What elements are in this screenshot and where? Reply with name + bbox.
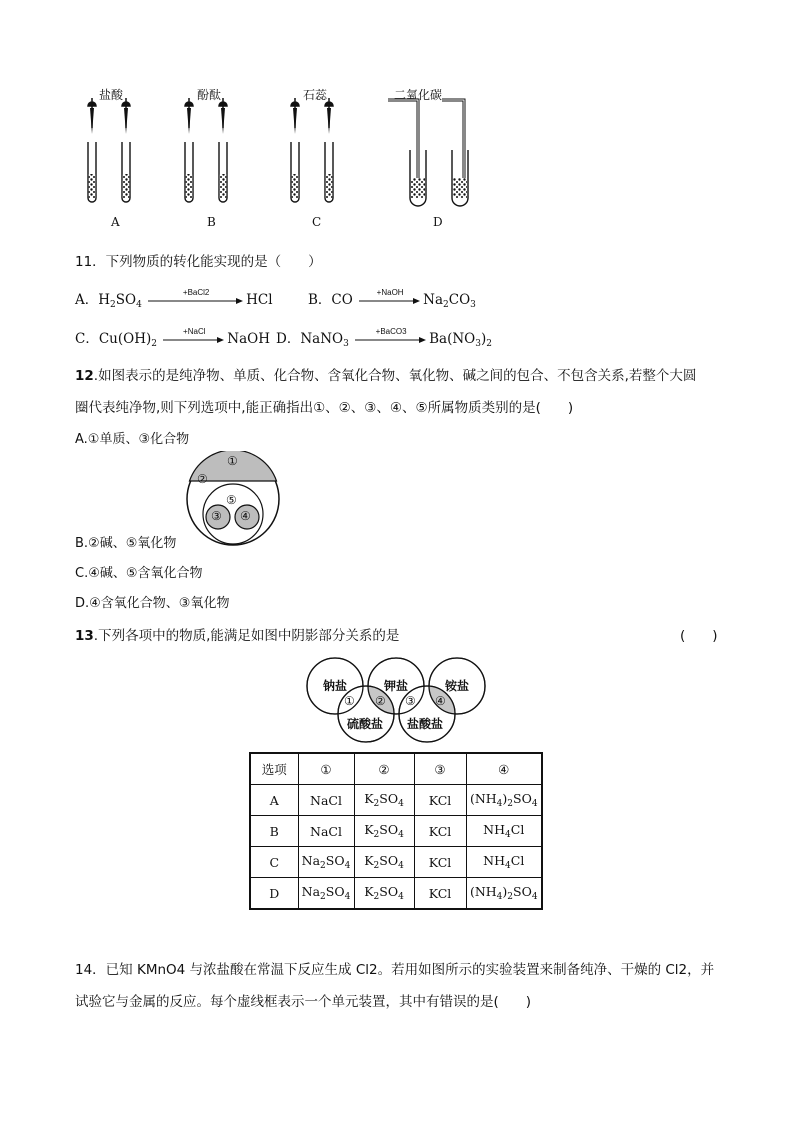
ring-region-1: ① — [344, 694, 355, 708]
q12-stem-line2: 圈代表纯净物,则下列选项中,能正确指出①、②、③、④、⑤所属物质类别的是( ) — [75, 400, 574, 416]
q13-ring-diagram — [300, 650, 500, 750]
table-cell: NaCl — [298, 785, 354, 816]
table-cell: A — [250, 785, 298, 816]
table-header-row — [250, 753, 542, 785]
q14-stem-line2: 试验它与金属的反应。每个虚线框表示一个单元装置，其中有错误的是( ) — [75, 994, 532, 1010]
ring-region-4: ④ — [435, 694, 446, 708]
table-cell: $(NH_4)_2SO_4$ — [466, 785, 542, 816]
table-row — [250, 847, 542, 878]
q11-stem: 11．下列物质的转化能实现的是（ ） — [75, 254, 322, 270]
venn-region-4: ④ — [240, 509, 251, 523]
table-cell: B — [250, 816, 298, 847]
table-cell: KCl — [414, 785, 466, 816]
table-cell: NaCl — [298, 816, 354, 847]
table-row — [250, 878, 542, 910]
venn-region-5: ⑤ — [226, 493, 237, 507]
reagent-label-hydrochloric-acid: 盐酸 — [99, 88, 124, 102]
table-header: ① — [298, 753, 354, 785]
q13-stem: 13.下列各项中的物质,能满足如图中阴影部分关系的是 — [75, 628, 400, 644]
q12-option-b: B.②碱、⑤氧化物 — [75, 536, 177, 551]
ring-region-2: ② — [375, 694, 386, 708]
q12-stem-line1: 12.如图表示的是纯净物、单质、化合物、含氧化合物、氧化物、碱之间的包合、不包含关系,若整个大圆 — [75, 368, 697, 384]
circle-label-sodium-salt: 钠盐 — [323, 679, 348, 693]
table-cell: $K_2SO_4$ — [354, 847, 414, 878]
table-cell: KCl — [414, 878, 466, 910]
ring-region-3: ③ — [405, 694, 416, 708]
table-cell: $(NH_4)_2SO_4$ — [466, 878, 542, 910]
table-cell: $NH_4Cl$ — [466, 847, 542, 878]
tube-group-letter-a: A — [111, 215, 120, 229]
table-cell: $NH_4Cl$ — [466, 816, 542, 847]
table-header: ④ — [466, 753, 542, 785]
q12-option-a: A.①单质、③化合物 — [75, 432, 190, 447]
tube-group-letter-c: C — [312, 215, 322, 229]
tube-group-letter-d: D — [433, 215, 443, 229]
reagent-label-phenolphthalein: 酚酞 — [197, 88, 222, 102]
table-cell: $K_2SO_4$ — [354, 816, 414, 847]
reaction-arrow: +BaCl2 — [148, 297, 244, 305]
table-row — [250, 785, 542, 816]
q11-option-b: B．CO +NaOH $Na_2CO_3$ — [308, 287, 476, 310]
table-cell: $K_2SO_4$ — [354, 785, 414, 816]
q13-answer-paren: ( ) — [680, 628, 718, 644]
circle-label-ammonium-salt: 铵盐 — [445, 679, 470, 693]
table-cell: KCl — [414, 816, 466, 847]
table-row — [250, 816, 542, 847]
circle-label-chloride: 盐酸盐 — [407, 717, 444, 731]
table-cell: D — [250, 878, 298, 910]
q11-option-c: C．$Cu(OH)_2$ +NaCl NaOH — [75, 326, 270, 349]
table-cell: $Na_2SO_4$ — [298, 878, 354, 910]
test-tubes-drawing — [80, 98, 480, 213]
table-cell: KCl — [414, 847, 466, 878]
q11-option-d: D．NaNO$_3$ +BaCO3 $Ba(NO_3)_2$ — [276, 326, 492, 349]
reaction-arrow: +NaOH — [359, 297, 421, 305]
q12-option-c: C.④碱、⑤含氧化合物 — [75, 566, 203, 581]
table-header: ② — [354, 753, 414, 785]
venn-region-2: ② — [197, 472, 208, 486]
venn-region-1: ① — [227, 454, 238, 468]
table-header: ③ — [414, 753, 466, 785]
reagent-label-litmus: 石蕊 — [303, 88, 328, 102]
table-cell: $K_2SO_4$ — [354, 878, 414, 910]
q11-option-a: A．$H_2SO_4$ +BaCl2 HCl — [75, 287, 273, 310]
table-cell: C — [250, 847, 298, 878]
reaction-arrow: +BaCO3 — [355, 336, 427, 344]
q14-stem-line1: 14．已知 KMnO4 与浓盐酸在常温下反应生成 Cl2。若用如图所示的实验装置来制备纯净、干燥的 Cl2，并 — [75, 962, 715, 978]
table-cell: $Na_2SO_4$ — [298, 847, 354, 878]
circle-label-sulfate: 硫酸盐 — [347, 717, 384, 731]
reaction-arrow: +NaCl — [163, 336, 225, 344]
q13-options-table — [249, 752, 543, 910]
reagent-label-carbon-dioxide: 二氧化碳 — [394, 88, 443, 102]
circle-label-potassium-salt: 钾盐 — [384, 679, 409, 693]
tube-group-letter-b: B — [207, 215, 216, 229]
q12-option-d: D.④含氧化合物、③氧化物 — [75, 596, 230, 611]
table-header: 选项 — [250, 753, 298, 785]
venn-region-3: ③ — [211, 509, 222, 523]
